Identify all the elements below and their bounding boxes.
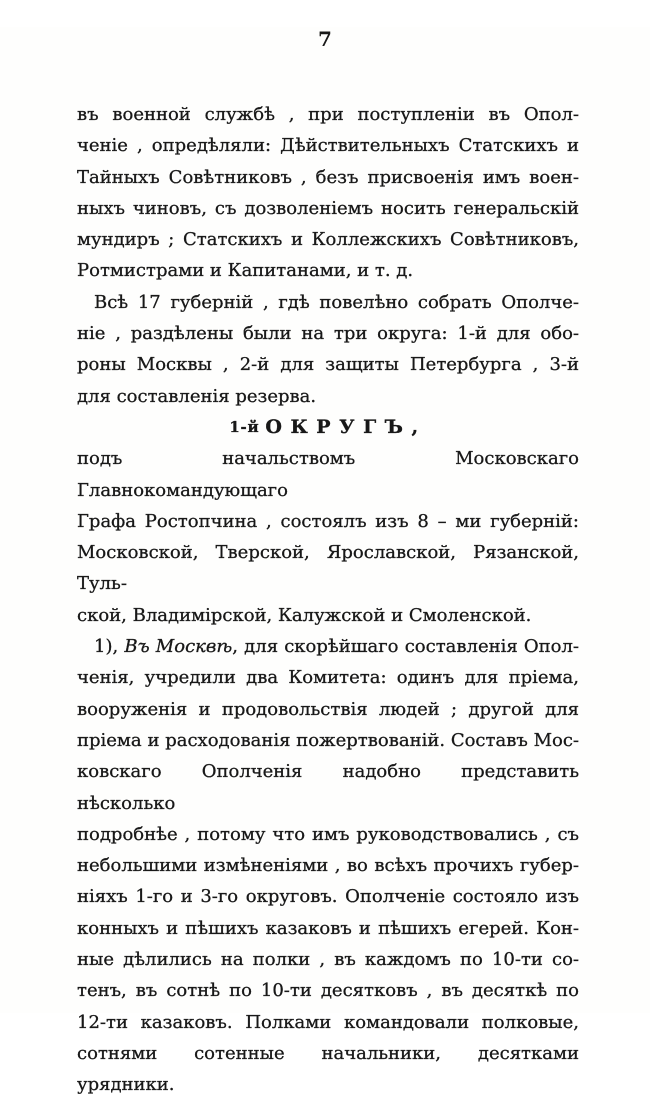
text-line: небольшими измѣненіями , во всѣхъ прочихъ губер- — [77, 855, 579, 877]
text-line: вооруженія и продовольствія людей ; другой для — [77, 698, 579, 720]
text-line: сотнями сотенные начальники, десятками урядники. — [77, 1042, 579, 1096]
paragraph-districts — [77, 287, 579, 412]
page-number: 7 — [318, 27, 332, 51]
text-line: Графа Ростопчина , состоялъ изъ 8 – ми губерній: — [77, 510, 579, 532]
text-line: ныхъ чиновъ, съ дозволеніемъ носить генеральскій — [77, 197, 579, 219]
text-line: ченіе , опредѣляли: Дѣйствительныхъ Статскихъ и — [77, 135, 579, 157]
text-line: роны Москвы , 2-й для защиты Петербурга , 3-й — [77, 354, 579, 376]
text-line — [77, 631, 579, 662]
book-page — [0, 27, 650, 1096]
text-line: 12-ти казаковъ. Полками командовали полковые, — [77, 1011, 579, 1033]
text-line: ные дѣлились на полки , въ каждомъ по 10-ти со- — [77, 949, 579, 971]
paragraph-first-district — [77, 443, 579, 631]
line-remainder: , для скорѣйшаго составленія Опол- — [232, 636, 580, 658]
text-line: Тайныхъ Совѣтниковъ , безъ присвоенія имъ воен- — [77, 166, 579, 188]
text-line: Ротмистрами и Капитанами, и т. д. — [77, 260, 414, 282]
italic-phrase: Въ Москвѣ — [124, 636, 233, 658]
text-line: тенъ, въ сотнѣ по 10-ти десятковъ , въ десяткѣ по — [77, 980, 579, 1002]
text-line: Всѣ 17 губерній , гдѣ повелѣно собрать Ополче- — [94, 291, 579, 313]
text-line: въ военной службѣ , при поступленіи въ Опол- — [77, 104, 579, 125]
text-line: ченія, учредили два Комитета: одинъ для пріема, — [77, 667, 579, 689]
text-line: Московской, Тверской, Ярославской, Рязанской, Туль- — [77, 542, 579, 595]
text-line: мундиръ ; Статскихъ и Коллежскихъ Совѣтниковъ, — [77, 229, 579, 251]
heading-number: 1-й — [229, 417, 260, 436]
text-line: подробнѣе , потому что имъ руководствовались , съ — [77, 823, 579, 845]
heading-title: ОКРУГЪ, — [265, 415, 427, 438]
text-line: подъ начальствомъ Московскаго Главнокомандующаго — [77, 448, 579, 501]
text-line: пріема и расходованія пожертвованій. Составъ Мос- — [77, 729, 579, 751]
section-heading — [77, 412, 579, 443]
paragraph-moscow — [77, 631, 579, 1100]
text-line: конныхъ и пѣшихъ казаковъ и пѣшихъ егерей. Кон- — [77, 917, 579, 939]
paragraph-continuation — [77, 99, 579, 287]
text-line: ніе , раздѣлены были на три округа: 1-й для обо- — [77, 323, 579, 345]
text-line: ковскаго Ополченія надобно представить нѣсколько — [77, 761, 579, 814]
text-line: ской, Владимірской, Калужской и Смоленской. — [77, 604, 532, 626]
text-line: для составленія резерва. — [77, 385, 317, 407]
text-line: ніяхъ 1-го и 3-го округовъ. Ополченіе состояло изъ — [77, 886, 579, 908]
text-block — [77, 99, 579, 1101]
list-marker: 1), — [94, 636, 125, 658]
